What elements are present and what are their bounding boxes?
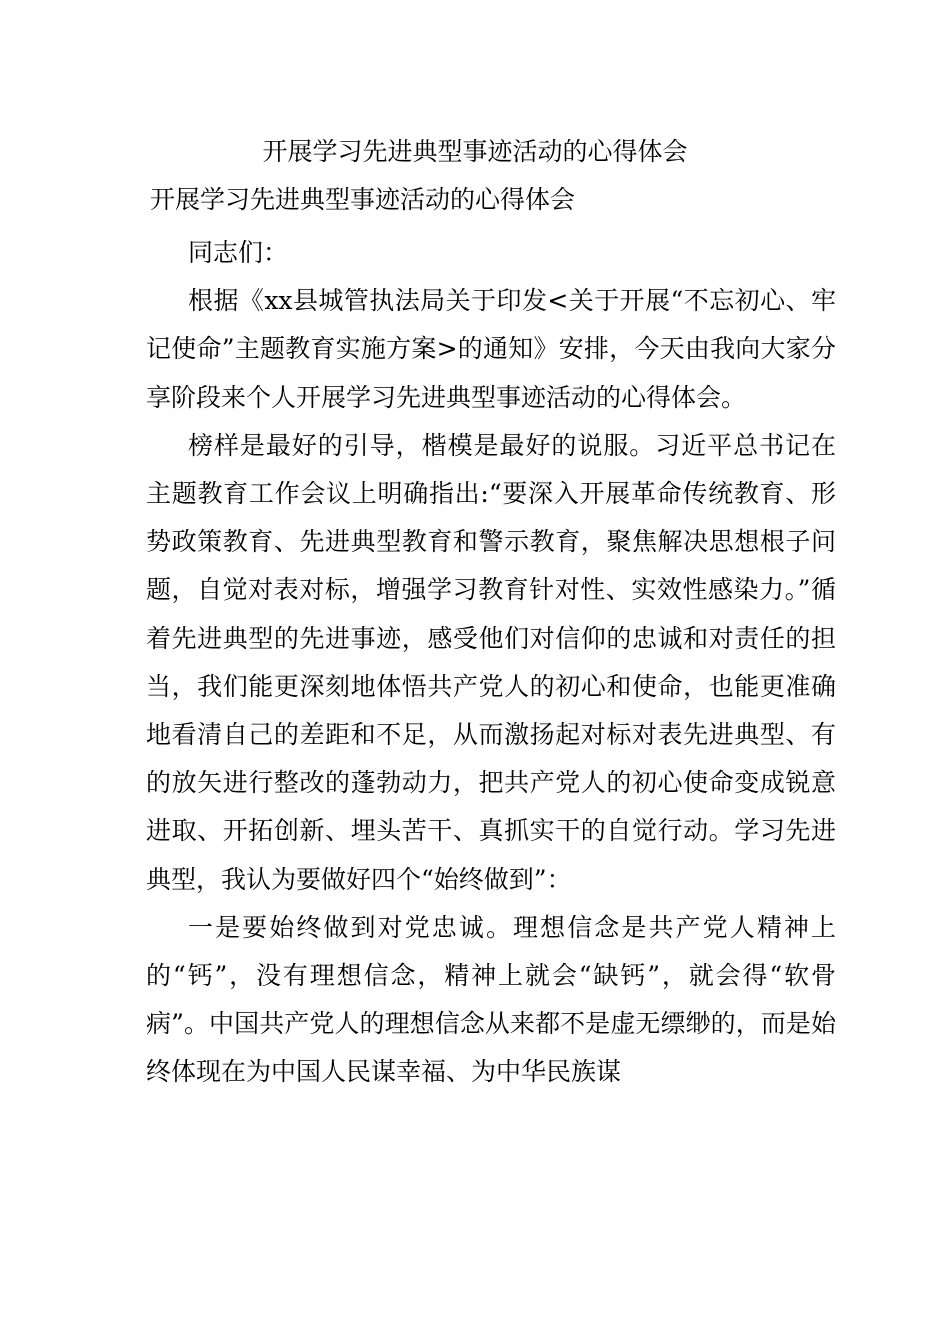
greeting: 同志们： [188,238,289,267]
document-subtitle: 开展学习先进典型事迹活动的心得体会 [150,185,576,214]
paragraph-notice: 根据《xx县城管执法局关于印发<关于开展“不忘初心、牢记使命”主题教育实施方案>的通知》安排，今天由我向大家分享阶段来个人开展学习先进典型事迹活动的心得体会。 [146,286,836,412]
document-title: 开展学习先进典型事迹活动的心得体会 [262,137,688,166]
document-body [146,229,836,1097]
paragraph-loyalty: 一是要始终做到对党忠诚。理想信念是共产党人精神上的“钙”，没有理想信念，精神上就会“缺钙”，就会得“软骨病”。中国共产党人的理想信念从来都不是虚无缥缈的，而是始终体现在为中国人民谋幸福、为中华民族谋 [146,912,836,1087]
paragraph-role-models: 榜样是最好的引导，楷模是最好的说服。习近平总书记在主题教育工作会议上明确指出:“要深入开展革命传统教育、形势政策教育、先进典型教育和警示教育，聚焦解决思想根子问题，自觉对表对标，增强学习教育针对性、实效性感染力。”循着先进典型的先进事迹，感受他们对信仰的忠诚和对责任的担当，我们能更深刻地体悟共产党人的初心和使命，也能更准确地看清自己的差距和不足，从而激扬起对标对表先进典型、有的放矢进行整改的蓬勃动力，把共产党人的初心使命变成锐意进取、开拓创新、埋头苦干、真抓实干的自觉行动。学习先进典型，我认为要做好四个“始终做到”： [146,430,836,894]
